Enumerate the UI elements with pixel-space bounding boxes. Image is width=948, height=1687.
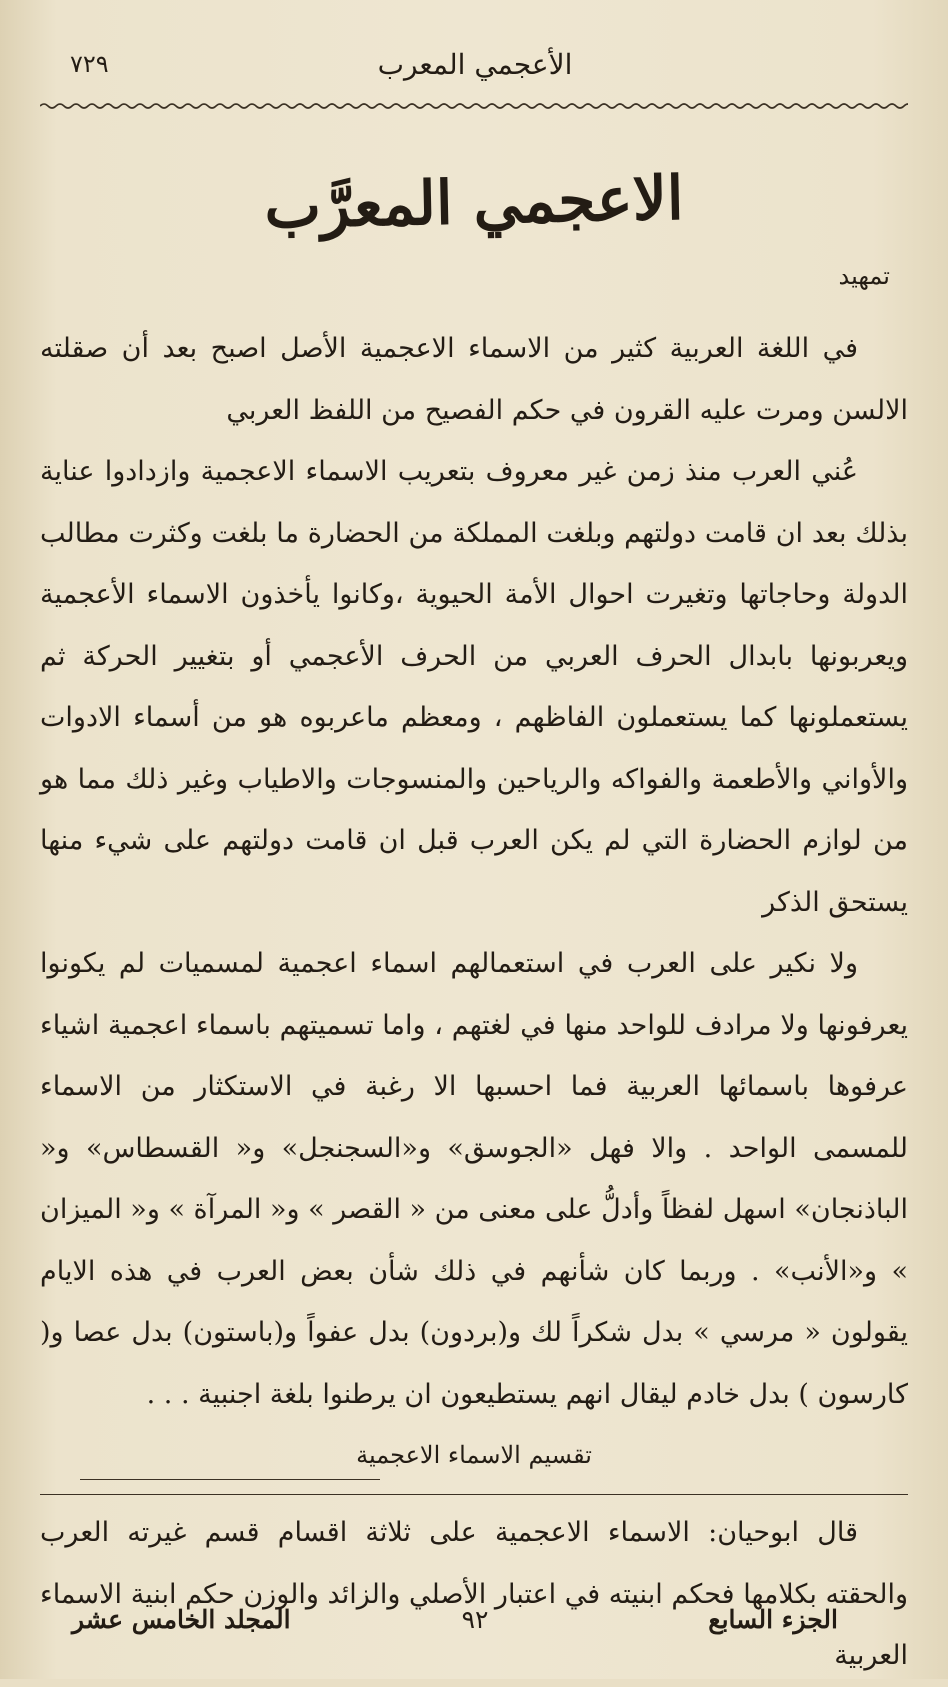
subheading-underline: [80, 1479, 380, 1480]
paragraph: قال ابوحيان: الاسماء الاعجمية على ثلاثة اقسام قسم غيرته العرب والحقته بكلامها فحكم ابنيته في اعتبار الأصلي والزائد والوزن حكم ابنية الاسماء العربية: [40, 1517, 908, 1671]
running-header: [42, 38, 908, 98]
section-label: تمهيد: [838, 262, 890, 290]
article-body: [40, 318, 908, 1425]
subheading-block: [40, 1435, 908, 1495]
page-footer: [42, 1605, 908, 1655]
article-body-continued: [40, 1502, 908, 1687]
paragraph: عُني العرب منذ زمن غير معروف بتعريب الاسماء الاعجمية وازدادوا عناية بذلك بعد ان قامت دولتهم وبلغت المملكة من الحضارة ما بلغت وكثرت مطالب الدولة وحاجاتها وتغيرت احوال الأمة الحيوية ،وكانوا يأخذون الاسماء الأعجمية ويعربونها بابدال الحرف العربي من الحرف الأعجمي أو بتغيير الحركة ثم يستعملونها كما يستعملون الفاظهم ، ومعظم ماعربوه هو من أسماء الادوات والأواني والأطعمة والفواكه والرياحين والمنسوجات والاطياب وغير ذلك مما هو من لوازم الحضارة التي لم يكن العرب قبل ان قامت دولتهم على شيء منها يستحق الذكر: [40, 456, 908, 918]
article-title: الاعجمي المعرَّب: [263, 163, 685, 243]
footer-part: الجزء السابع: [708, 1605, 838, 1634]
horizontal-rule: [40, 1494, 908, 1495]
paragraph: في اللغة العربية كثير من الاسماء الاعجمية الأصل اصبح بعد أن صقلته الالسن ومرت عليه القرون في حكم الفصيح من اللفظ العربي: [40, 333, 908, 426]
wavy-divider: [40, 98, 908, 114]
subheading: تقسيم الاسماء الاعجمية: [356, 1441, 592, 1469]
page-number: ٧٢٩: [70, 50, 109, 78]
running-title: الأعجمي المعرب: [377, 48, 573, 81]
paragraph: ولا نكير على العرب في استعمالهم اسماء اعجمية لمسميات لم يكونوا يعرفونها ولا مرادف للواحد منها في لغتهم ، واما تسميتهم باسماء اعجمية اشياء عرفوها باسمائها العربية فما احسبها الا رغبة في الاستكثار من الاسماء للمسمى الواحد . والا فهل «الجوسق» و«السجنجل» و« القسطاس» و« الباذنجان» اسهل لفظاً وأدلُّ على معنى من « القصر » و« المرآة » و« الميزان » و«الأنب» . وربما كان شأنهم في ذلك شأن بعض العرب في هذه الايام يقولون « مرسي » بدل شكراً لك و(بردون) بدل عفواً و(باستون) بدل عصا و( كارسون ) بدل خادم ليقال انهم يستطيعون ان يرطنوا بلغة اجنبية . . .: [40, 948, 908, 1410]
footer-volume: المجلد الخامس عشر: [72, 1605, 291, 1634]
footer-issue-number: ٩٢: [461, 1605, 489, 1634]
